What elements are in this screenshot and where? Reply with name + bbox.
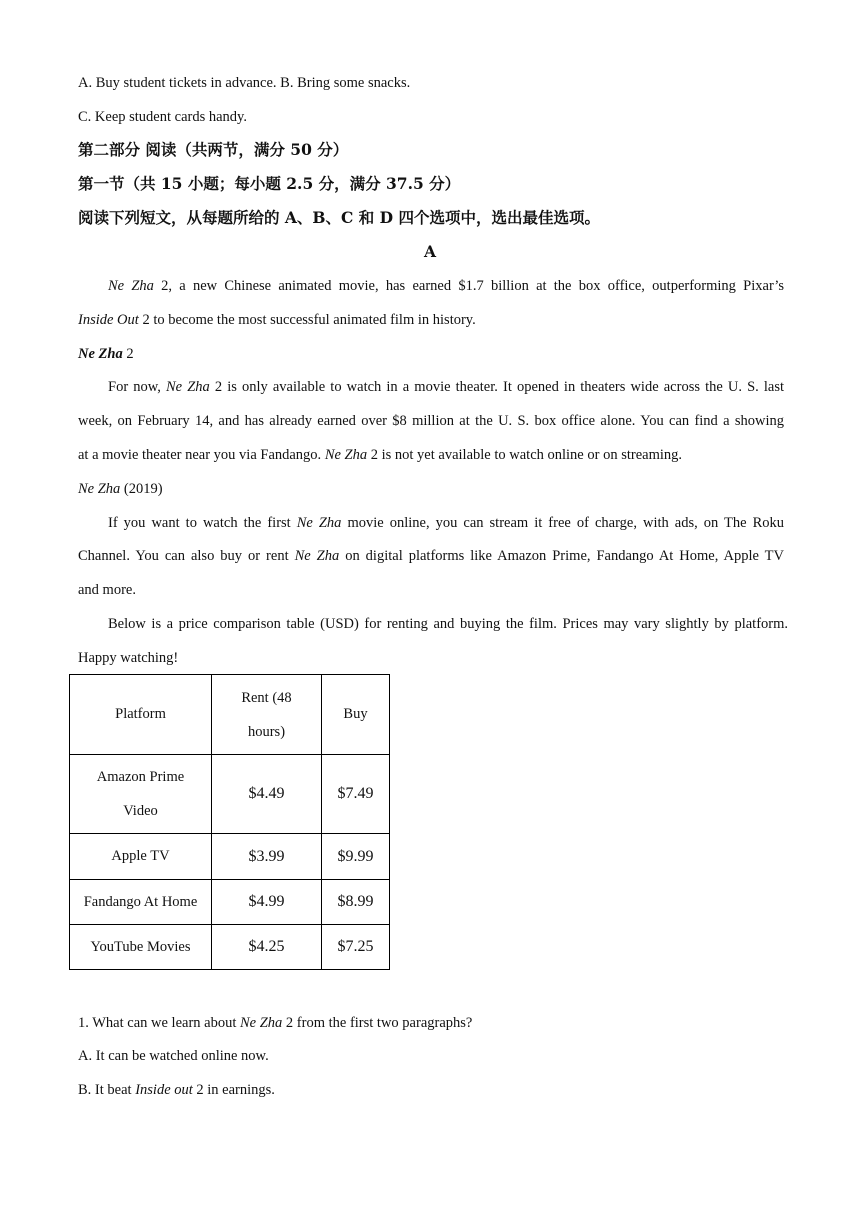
option-c: C. Keep student cards handy. [78, 109, 247, 125]
title-italic: Inside out [135, 1082, 193, 1098]
subsection-heading: 第一节（共 15 小题；每小题 2.5 分，满分 37.5 分） [78, 174, 461, 193]
cell-buy: $8.99 [322, 880, 390, 925]
title-italic: Ne Zha [78, 481, 121, 497]
header-rent [212, 675, 322, 755]
passage-label: A [423, 242, 437, 261]
text: (2019) [120, 481, 163, 497]
title-italic: Ne Zha [294, 548, 340, 564]
text: 2 [122, 346, 134, 362]
text: on digital platforms like Amazon Prime, Fandango At Home, Apple TV [339, 548, 785, 564]
title-italic: Ne Zha [166, 379, 210, 395]
table-header-row [70, 675, 390, 755]
instruction: 阅读下列短文，从每题所给的 A、B、C 和 D 四个选项中，选出最佳选项。 [78, 208, 600, 227]
paragraph-2-line-3 [78, 445, 682, 465]
answer-option-a: A. It can be watched online now. [78, 1048, 269, 1064]
text: 2, a new Chinese animated movie, has earned $1.7 billion at the box office, outperforming Pixar’s [153, 278, 784, 294]
title-italic: Inside Out [78, 312, 139, 328]
table-row [70, 755, 390, 834]
cell-platform: Fandango At Home [70, 880, 212, 925]
paragraph-3-line-3: and more. [78, 582, 136, 598]
subheading-ne-zha-2019 [78, 479, 163, 499]
header-platform: Platform [70, 675, 212, 755]
paragraph-2-line-2: week, on February 14, and has already earned over $8 million at the U. S. box office alone. You can find a showing [78, 413, 784, 429]
paragraph-3-line-2 [78, 546, 784, 566]
paragraph-3-line-1 [108, 513, 784, 533]
cell-rent: $3.99 [212, 834, 322, 880]
subheading-ne-zha-2 [78, 344, 134, 364]
title-italic: Ne Zha [324, 447, 368, 463]
cell-buy: $7.25 [322, 925, 390, 970]
platform-line-2: Video [123, 803, 158, 819]
paragraph-2-line-1 [108, 377, 784, 397]
text: 1. What can we learn about [78, 1015, 240, 1031]
text: 2 to become the most successful animated film in history. [138, 312, 476, 328]
cell-rent: $4.99 [212, 880, 322, 925]
text: B. It beat [78, 1082, 136, 1098]
text: 2 is not yet available to watch online or on streaming. [367, 447, 683, 463]
header-buy: Buy [322, 675, 390, 755]
question-1 [78, 1013, 472, 1033]
text: For now, [108, 379, 166, 395]
header-rent-line-1: Rent (48 [241, 689, 292, 706]
paragraph-1-line-2 [78, 310, 476, 330]
table-row [70, 834, 390, 880]
cell-buy: $9.99 [322, 834, 390, 880]
table-row [70, 925, 390, 970]
table-row [70, 880, 390, 925]
cell-platform: Apple TV [70, 834, 212, 880]
text: Channel. You can also buy or rent [78, 548, 295, 564]
text: at a movie theater near you via Fandango. [78, 447, 325, 463]
paragraph-4-line-1: Below is a price comparison table (USD) for renting and buying the film. Prices may vary slightly by platform. [108, 616, 788, 632]
title-italic: Ne Zha [240, 1015, 283, 1031]
paragraph-4-line-2: Happy watching! [78, 650, 179, 666]
text: movie online, you can stream it free of charge, with ads, on The Roku [341, 515, 784, 531]
option-a-b: A. Buy student tickets in advance. B. Bring some snacks. [78, 75, 411, 91]
part-heading: 第二部分 阅读（共两节，满分 50 分） [78, 140, 349, 159]
cell-rent: $4.25 [212, 925, 322, 970]
price-comparison-table [69, 674, 390, 970]
title-italic: Ne Zha [108, 278, 154, 294]
cell-buy: $7.49 [322, 755, 390, 834]
text: If you want to watch the first [108, 515, 297, 531]
paragraph-1-line-1 [108, 276, 784, 296]
header-rent-line-2: hours) [247, 723, 286, 740]
text: 2 from the first two paragraphs? [282, 1015, 473, 1031]
cell-platform [70, 755, 212, 834]
platform-line-1: Amazon Prime [96, 769, 185, 785]
text: 2 is only available to watch in a movie theater. It opened in theaters wide across the U. S. last [209, 379, 785, 395]
answer-option-b [78, 1080, 275, 1100]
title-italic: Ne Zha [296, 515, 342, 531]
cell-platform: YouTube Movies [70, 925, 212, 970]
cell-rent: $4.49 [212, 755, 322, 834]
text: 2 in earnings. [192, 1082, 275, 1098]
title-italic: Ne Zha [78, 346, 123, 362]
